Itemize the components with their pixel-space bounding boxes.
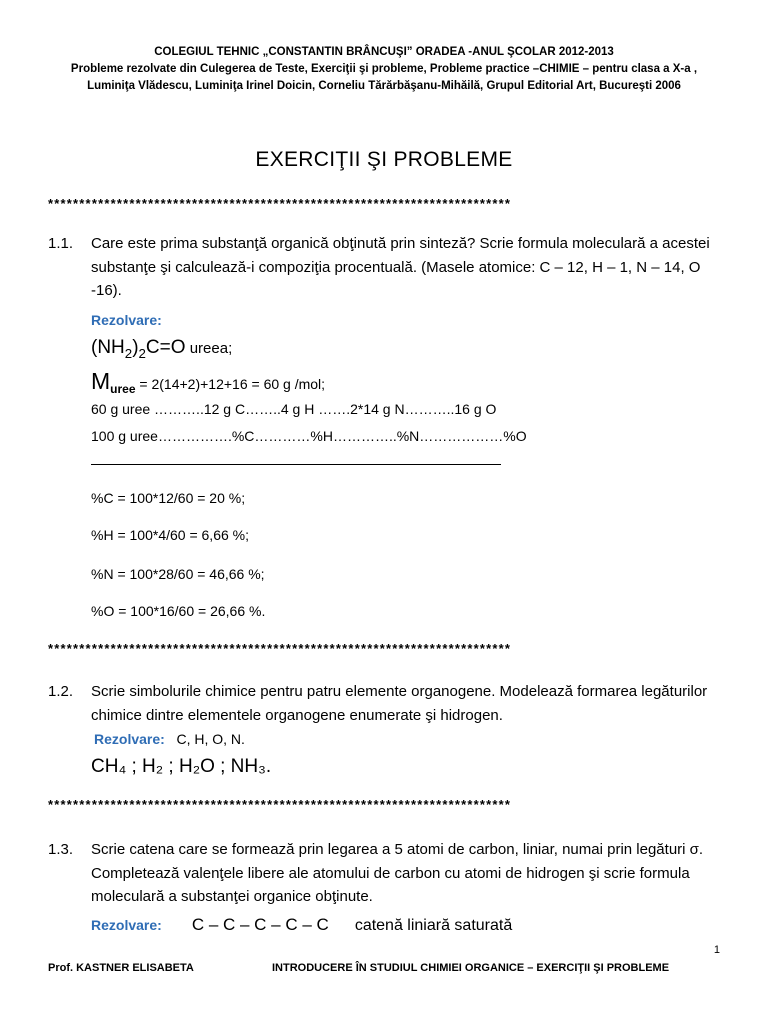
formula-part: ) (132, 337, 139, 358)
problem-number-1-3: 1.3. (48, 841, 74, 858)
rezolvare-label-3: Rezolvare: (91, 917, 162, 933)
answer-1-3 (91, 915, 512, 935)
rezolvare-label-2: Rezolvare: (94, 731, 165, 747)
mass-sub: uree (110, 381, 136, 396)
carbon-chain: C – C – C – C – C (191, 915, 329, 934)
header-line-2: Probleme rezolvate din Culegerea de Teste, Exerciţii şi probleme, Probleme practice –CHIMIE – pentru clasa a X-a , (70, 63, 698, 75)
footer-title: INTRODUCERE ÎN STUDIUL CHIMIEI ORGANICE – EXERCIŢII ŞI PROBLEME (272, 962, 670, 974)
formula-label: ureea; (185, 340, 233, 357)
proportion-row-1: 60 g uree ………..12 g C……..4 g H …….2*14 g N………..16 g O (91, 401, 497, 417)
formula-part: (NH (91, 337, 125, 358)
answer-1-2 (94, 731, 245, 747)
result-nitrogen: %N = 100*28/60 = 46,66 %; (91, 566, 265, 582)
hydride-formulas: CH₄ ; H₂ ; H₂O ; NH₃. (91, 756, 272, 777)
star-separator-1: ************************************************************************** (48, 196, 512, 211)
star-separator-3: ************************************************************************** (48, 797, 512, 812)
mass-symbol: M (91, 368, 111, 394)
organogenic-elements: C, H, O, N. (176, 731, 245, 747)
document-header (0, 44, 768, 95)
mass-value: = 2(14+2)+12+16 = 60 g /mol; (135, 376, 326, 392)
formula-part: C=O (145, 337, 186, 358)
problem-text-1-2: Scrie simbolurile chimice pentru patru elemente organogene. Modelează formarea legăturilor chimice dintre elementele organogene enumerate şi hidrogen. (91, 683, 708, 724)
footer-author: Prof. KASTNER ELISABETA (48, 962, 194, 974)
problem-text-1-1: Care este prima substanţă organică obţinută prin sinteză? Scrie formula moleculară a acestei substanţe şi calculează-i compoziţia procentuală. (Masele atomice: C – 12, H – 1, N – 14, O -16). (91, 235, 710, 299)
star-separator-2: ************************************************************************** (48, 641, 512, 656)
proportion-row-2: 100 g uree…………….%C…………%H…………..%N………………%O (91, 428, 527, 444)
urea-formula (91, 337, 232, 359)
header-line-1: COLEGIUL TEHNIC „CONSTANTIN BRÂNCUŞI” ORADEA -ANUL ŞCOLAR 2012-2013 (154, 46, 614, 58)
header-line-3: Luminiţa Vlădescu, Luminiţa Irinel Doicin, Corneliu Tărărbăşanu-Mihăilă, Grupul Editorial Art, Bucureşti 2006 (87, 80, 681, 92)
molar-mass-line (91, 368, 325, 395)
problem-text-1-3: Scrie catena care se formează prin legarea a 5 atomi de carbon, liniar, numai prin legături σ. Completează valenţele libere ale atomului de carbon cu atomi de hidrogen şi scrie formula moleculară a substanţei organice obţinute. (91, 841, 704, 905)
formula-sub: 2 (124, 345, 133, 361)
result-carbon: %C = 100*12/60 = 20 %; (91, 490, 246, 506)
formula-sub: 2 (138, 345, 146, 361)
result-oxygen: %O = 100*16/60 = 26,66 %. (91, 603, 266, 619)
page-number: 1 (713, 944, 720, 956)
rezolvare-label-1: Rezolvare: (91, 312, 162, 328)
page-title: EXERCIŢII ŞI PROBLEME (255, 148, 513, 171)
problem-number-1-1: 1.1. (48, 235, 74, 252)
chain-description: catenă liniară saturată (354, 917, 513, 934)
fraction-line (91, 464, 501, 465)
result-hydrogen: %H = 100*4/60 = 6,66 %; (91, 527, 249, 543)
problem-number-1-2: 1.2. (48, 683, 74, 700)
